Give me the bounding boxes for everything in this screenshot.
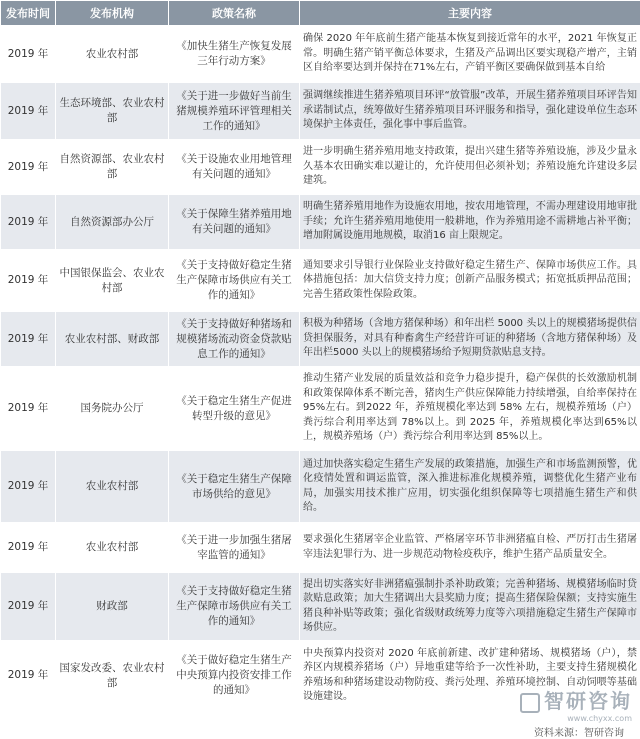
watermark-brand: 智研咨询: [520, 685, 632, 714]
cell-year: 2019 年: [1, 312, 56, 367]
table-row: [1, 573, 640, 641]
cell-year: 2019 年: [1, 140, 56, 195]
cell-org: 自然资源部、农业农村部: [56, 140, 169, 195]
table-row: [1, 367, 640, 451]
cell-policy: 《关于保障生猪养殖用地有关问题的通知》: [169, 195, 300, 250]
table-row: [1, 312, 640, 367]
cell-org: 农业农村部: [56, 523, 169, 573]
cell-policy: 《关于支持做好种猪场和规模猪场流动资金贷款贴息工作的通知》: [169, 312, 300, 367]
table-row: [1, 83, 640, 140]
table-row: [1, 140, 640, 195]
cell-org: 国家发改委、农业农村部: [56, 641, 169, 711]
cell-year: 2019 年: [1, 451, 56, 523]
table-row: [1, 250, 640, 312]
table-row: [1, 523, 640, 573]
cell-content: 强调继续推进生猪养殖项目环评“放管服”改革，开展生猪养殖项目环评告知承诺制试点，统筹做好生猪养殖项目环评服务和指导，强化建设单位生态环境保护主体责任，强化事中事后监管。: [300, 83, 640, 140]
cell-content: 明确生猪养殖用地作为设施农用地，按农用地管理，不需办理建设用地审批手续；允许生猪养殖用地使用一般耕地，作为养殖用途不需耕地占补平衡；增加附属设施用地规模，取消16 亩上限规定。: [300, 195, 640, 250]
table-row: [1, 195, 640, 250]
cell-policy: 《关于做好稳定生猪生产中央预算内投资安排工作的通知》: [169, 641, 300, 711]
cell-year: 2019 年: [1, 250, 56, 312]
cell-content: 要求强化生猪屠宰企业监管、严格屠宰环节非洲猪瘟自检、严厉打击生猪屠宰违法犯罪行为、进一步规范动物检疫秩序，维护生猪产品质量安全。: [300, 523, 640, 573]
cell-org: 财政部: [56, 573, 169, 641]
cell-policy: 《关于进一步做好当前生猪规模养殖环评管理相关工作的通知》: [169, 83, 300, 140]
cell-year: 2019 年: [1, 83, 56, 140]
watermark: [520, 685, 632, 723]
table-header-row: [1, 1, 640, 26]
cell-year: 2019 年: [1, 641, 56, 711]
cell-content: 积极为种猪场（含地方猪保种场）和年出栏 5000 头以上的规模猪场提供信贷担保服务，对具有种畜禽生产经营许可证的种猪场（含地方猪保种场）及年出栏5000 头以上的规模猪场给予短期贷款贴息支持。: [300, 312, 640, 367]
cell-policy: 《关于支持做好稳定生猪生产保障市场供应有关工作的通知》: [169, 573, 300, 641]
cell-year: 2019 年: [1, 26, 56, 83]
cell-policy: 《关于进一步加强生猪屠宰监管的通知》: [169, 523, 300, 573]
cell-year: 2019 年: [1, 523, 56, 573]
cell-policy: 《关于支持做好稳定生猪生产保障市场供应有关工作的通知》: [169, 250, 300, 312]
header-content: 主要内容: [300, 1, 640, 26]
cell-year: 2019 年: [1, 367, 56, 451]
cell-policy: 《关于稳定生猪生产促进转型升级的意见》: [169, 367, 300, 451]
table-row: [1, 26, 640, 83]
cell-org: 生态环境部、农业农村部: [56, 83, 169, 140]
header-date: 发布时间: [1, 1, 56, 26]
cell-content: 推动生猪产业发展的质量效益和竞争力稳步提升，稳产保供的长效激励机制和政策保障体系不断完善，猪肉生产供应保障能力持续增强，自给率保持在95%左右。到2022 年，养殖规模化率达到 58% 左右，规模养殖场（户）粪污综合利用率达到 78%以上。到 2025 年，养殖规模化率达到65%以上，规模养殖场（户）粪污综合利用率达到 85%以上。: [300, 367, 640, 451]
cell-org: 自然资源部办公厅: [56, 195, 169, 250]
cell-policy: 《关于设施农业用地管理有关问题的通知》: [169, 140, 300, 195]
cell-year: 2019 年: [1, 573, 56, 641]
cell-year: 2019 年: [1, 195, 56, 250]
table-row: [1, 451, 640, 523]
cell-content: 确保 2020 年年底前生猪产能基本恢复到接近常年的水平，2021 年恢复正常。明确生猪产销平衡总体要求，生猪及产品调出区要实现稳产增产，主销区自给率要达到并保持在71%左右，产销平衡区要确保做到基本自给: [300, 26, 640, 83]
cell-content: 中央预算内投资对 2020 年底前新建、改扩建种猪场、规模猪场（户），禁养区内规模养猪场（户）异地重建等给予一次性补助，主要支持生猪规模化养殖场和种猪场建设动物防疫、粪污处理、养殖环境控制、自动饲喂等基础设施建设。: [300, 641, 640, 711]
cell-policy: 《关于稳定生猪生产保障市场供给的意见》: [169, 451, 300, 523]
watermark-url: www.chyxx.com: [567, 714, 632, 723]
cell-org: 农业农村部: [56, 451, 169, 523]
header-policy: 政策名称: [169, 1, 300, 26]
brand-logo-icon: [520, 693, 540, 713]
cell-org: 国务院办公厅: [56, 367, 169, 451]
header-org: 发布机构: [56, 1, 169, 26]
cell-content: 提出切实落实好非洲猪瘟强制扑杀补助政策；完善种猪场、规模猪场临时贷款贴息政策；加大生猪调出大县奖励力度；提高生猪保险保额；支持实施生猪良种补贴等政策；强化省级财政统筹力度等六项措施稳定生猪生产保障市场供应。: [300, 573, 640, 641]
cell-org: 农业农村部、财政部: [56, 312, 169, 367]
cell-content: 通知要求引导银行业保险业支持做好稳定生猪生产、保障市场供应工作。具体措施包括：加大信贷支持力度；创新产品服务模式；拓宽抵质押品范围；完善生猪政策性保险政策。: [300, 250, 640, 312]
cell-policy: 《加快生猪生产恢复发展三年行动方案》: [169, 26, 300, 83]
cell-org: 农业农村部: [56, 26, 169, 83]
cell-content: 通过加快落实稳定生猪生产发展的政策措施，加强生产和市场监测预警，优化疫情处置和调运监管，深入推进标准化规模养殖，调整优化生猪产业布局，加强实用技术推广应用，切实强化组织保障等七项措施生猪生产和供给。: [300, 451, 640, 523]
cell-content: 进一步明确生猪养殖用地支持政策，提出兴建生猪等养殖设施，涉及少量永久基本农田确实难以避让的，允许使用但必须补划；养殖设施允许建设多层建筑。: [300, 140, 640, 195]
cell-org: 中国银保监会、农业农村部: [56, 250, 169, 312]
source-note: 资料来源：智研咨询: [532, 724, 626, 739]
